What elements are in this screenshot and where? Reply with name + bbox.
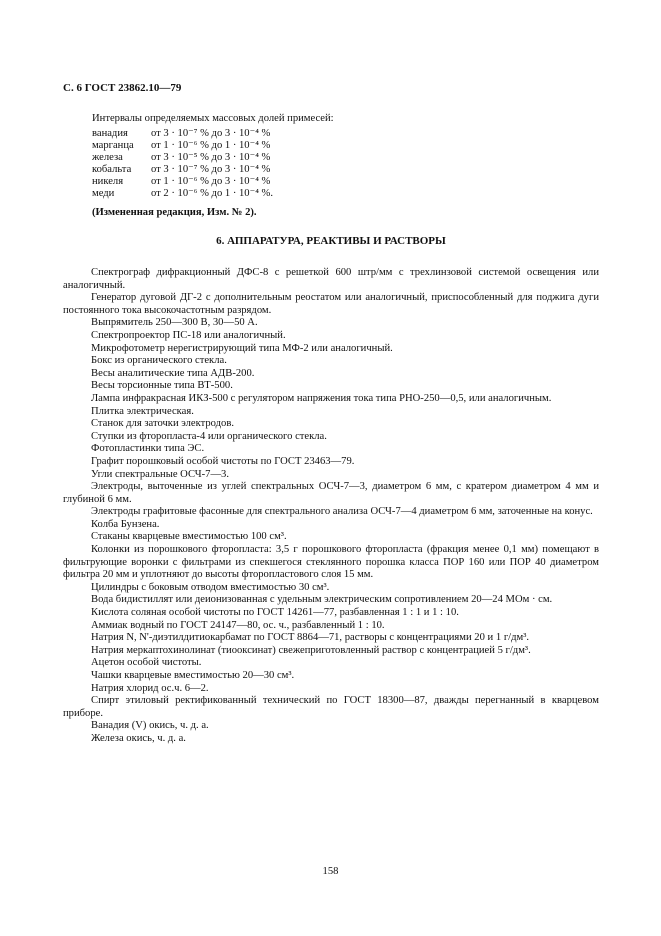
section-title: 6. АППАРАТУРА, РЕАКТИВЫ И РАСТВОРЫ	[216, 235, 446, 247]
paragraph: Ацетон особой чистоты.	[91, 657, 202, 669]
paragraph: Цилиндры с боковым отводом вместимостью 30 см³.	[91, 581, 330, 593]
section-body	[63, 267, 599, 746]
paragraph: Фотопластинки типа ЭС.	[91, 443, 205, 455]
element-range: от 2 · 10⁻⁶ % до 1 · 10⁻⁴ %.	[151, 188, 274, 200]
paragraph: Натрия меркаптохинолинат (тиооксинат) свежеприготовленный раствор с концентрацией 5 г/дм³.	[91, 644, 531, 656]
element-range: от 1 · 10⁻⁶ % до 1 · 10⁻⁴ %	[151, 140, 271, 152]
paragraph: Ванадия (V) окись, ч. д. а.	[91, 720, 209, 732]
intro-line: Интервалы определяемых массовых долей примесей:	[92, 113, 334, 124]
paragraph: Электроды, выточенные из углей спектральных ОСЧ-7—3, диаметром 6 мм, с кратером диаметром 4 мм и глубиной 6 мм.	[63, 481, 599, 505]
paragraph: Колба Бунзена.	[91, 518, 160, 530]
paragraph: Спектропроектор ПС-18 или аналогичный.	[91, 329, 286, 341]
impurity-ranges-table	[92, 128, 273, 201]
paragraph: Электроды графитовые фасонные для спектрального анализа ОСЧ-7—4 диаметром 6 мм, заточенные на конус.	[91, 506, 593, 518]
element-name: ванадия	[92, 128, 128, 139]
paragraph: Графит порошковый особой чистоты по ГОСТ 23463—79.	[91, 455, 355, 467]
element-range: от 3 · 10⁻⁷ % до 3 · 10⁻⁴ %	[151, 128, 271, 139]
element-name: кобальта	[92, 164, 132, 176]
paragraph: Бокс из органического стекла.	[91, 355, 227, 367]
paragraph: Микрофотометр нерегистрирующий типа МФ-2 или аналогичный.	[91, 342, 393, 354]
table-row	[92, 140, 273, 152]
paragraph: Угли спектральные ОСЧ-7—3.	[91, 468, 229, 480]
table-row	[92, 128, 273, 140]
paragraph: Спектрограф дифракционный ДФС-8 с решеткой 600 штр/мм с трехлинзовой системой освещения или аналогичный.	[63, 267, 599, 291]
paragraph: Аммиак водный по ГОСТ 24147—80, ос. ч., разбавленный 1 : 10.	[91, 619, 385, 631]
paragraph: Выпрямитель 250—300 В, 30—50 А.	[91, 317, 258, 329]
page-number: 158	[322, 866, 339, 877]
table-row	[92, 164, 273, 176]
paragraph: Стаканы кварцевые вместимостью 100 см³.	[91, 531, 287, 543]
element-name: железа	[92, 152, 123, 164]
paragraph: Спирт этиловый ректификованный технический по ГОСТ 18300—87, дважды перегнанный в кварцевом приборе.	[63, 695, 599, 719]
paragraph: Железа окись, ч. д. а.	[91, 732, 186, 744]
element-name: никеля	[92, 176, 124, 188]
page-header: С. 6 ГОСТ 23862.10—79	[63, 82, 182, 94]
paragraph: Лампа инфракрасная ИКЗ-500 с регулятором напряжения тока типа РНО-250—0,5, или аналогичным.	[91, 392, 552, 404]
amendment-note: (Измененная редакция, Изм. № 2).	[92, 207, 257, 218]
paragraph: Станок для заточки электродов.	[91, 418, 234, 430]
paragraph: Весы аналитические типа АДВ-200.	[91, 367, 255, 379]
paragraph: Чашки кварцевые вместимостью 20—30 см³.	[91, 670, 295, 681]
paragraph: Кислота соляная особой чистоты по ГОСТ 14261—77, разбавленная 1 : 1 и 1 : 10.	[91, 607, 459, 619]
paragraph: Вода бидистиллят или деионизованная с удельным электрическим сопротивлением 20—24 МОм · см.	[91, 594, 553, 606]
element-name: меди	[92, 188, 115, 200]
paragraph: Ступки из фторопласта-4 или органического стекла.	[91, 430, 327, 442]
table-row	[92, 176, 273, 188]
element-range: от 1 · 10⁻⁶ % до 3 · 10⁻⁴ %	[151, 176, 271, 188]
element-range: от 3 · 10⁻⁷ % до 3 · 10⁻⁴ %	[151, 164, 271, 176]
table-row	[92, 152, 273, 164]
paragraph: Натрия хлорид ос.ч. 6—2.	[91, 682, 209, 694]
paragraph: Плитка электрическая.	[91, 405, 194, 417]
paragraph: Весы торсионные типа ВТ-500.	[91, 380, 233, 392]
element-range: от 3 · 10⁻⁵ % до 3 · 10⁻⁴ %	[151, 152, 271, 164]
paragraph: Натрия N, N'-диэтилдитиокарбамат по ГОСТ 8864—71, растворы с концентрациями 20 и 1 г/дм³.	[91, 632, 530, 644]
paragraph: Колонки из порошкового фторопласта: 3,5 г порошкового фторопласта (фракция менее 0,1 мм) помещают в фильтрующие воронки с фильтрами из спекшегося стеклянного порошка класса ПОР 160 или ПОР 40 диаметром фильтра 20 мм и уплотняют до высоты фторопластового слоя 15 мм.	[63, 544, 599, 581]
element-name: марганца	[92, 140, 134, 152]
table-row	[92, 188, 273, 200]
paragraph: Генератор дуговой ДГ-2 с дополнительным реостатом или аналогичный, приспособленный для поджига дуги постоянного тока высокочастотным разрядом.	[63, 292, 599, 316]
